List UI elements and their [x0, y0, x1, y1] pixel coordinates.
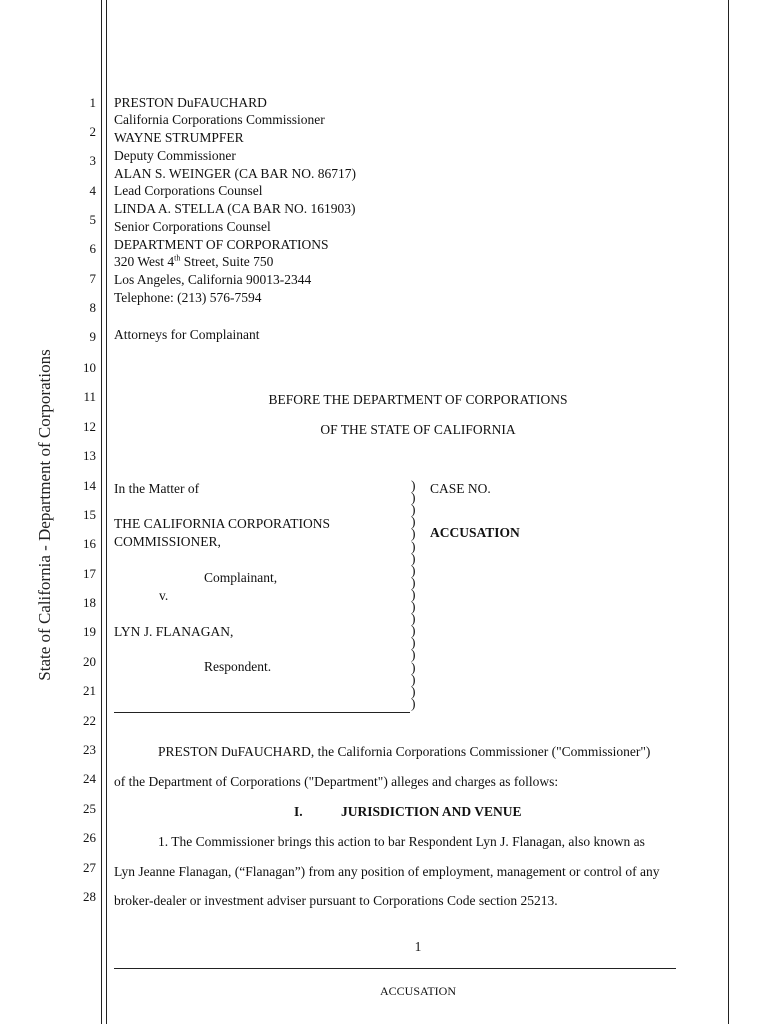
line-number: 22	[83, 713, 96, 728]
caption-paren: )	[411, 502, 416, 518]
caption-paren: )	[411, 623, 416, 639]
caption-versus: v.	[159, 588, 169, 603]
line-number: 15	[83, 507, 96, 522]
caption-paren: )	[411, 478, 416, 493]
line-number: 9	[89, 329, 96, 344]
page-number: 1	[414, 939, 422, 954]
line-number: 13	[83, 448, 96, 463]
case-number-label: CASE NO.	[430, 481, 491, 496]
caption-paren: )	[411, 683, 416, 699]
caption-respondent: Respondent.	[204, 659, 272, 674]
caption-underline	[114, 712, 410, 713]
caption-paren: )	[411, 647, 416, 663]
line-number: 6	[89, 241, 96, 256]
header-line-8: Senior Corporations Counsel	[114, 219, 271, 234]
caption-paren: )	[411, 671, 416, 687]
paragraph-1-line-1: 1. The Commissioner brings this action to bar Respondent Lyn J. Flanagan, also known as	[158, 834, 645, 849]
line-number: 28	[83, 889, 96, 904]
line-number: 26	[83, 830, 96, 845]
header-line-2: California Corporations Commissioner	[114, 112, 325, 127]
header-line-6: Lead Corporations Counsel	[114, 183, 263, 198]
line-number: 23	[83, 742, 96, 757]
line-number: 4	[89, 183, 96, 198]
left-margin-rule-outer	[101, 0, 102, 1024]
caption-paren: )	[411, 526, 416, 542]
caption-paren: )	[411, 659, 416, 675]
line-number: 25	[83, 801, 96, 816]
line-number: 10	[83, 360, 96, 375]
header-street: 320 West 4th Street, Suite 750	[114, 253, 274, 269]
line-number: 8	[89, 300, 96, 315]
header-line-5: ALAN S. WEINGER (CA BAR NO. 86717)	[114, 166, 356, 181]
right-margin-rule	[728, 0, 729, 1024]
section-title: JURISDICTION AND VENUE	[341, 804, 522, 819]
document-type: ACCUSATION	[430, 525, 520, 540]
line-number: 24	[83, 771, 96, 786]
line-number: 19	[83, 624, 96, 639]
line-number: 21	[83, 683, 96, 698]
caption-paren: )	[411, 635, 416, 651]
caption-party2: LYN J. FLANAGAN,	[114, 624, 234, 639]
footer-title: ACCUSATION	[379, 984, 456, 998]
caption-paren: )	[411, 586, 416, 602]
caption-party1-line1: THE CALIFORNIA CORPORATIONS	[114, 516, 331, 531]
caption-paren: )	[411, 538, 416, 554]
footer-rule	[114, 968, 676, 969]
caption-paren: )	[411, 599, 416, 614]
line-number: 2	[89, 124, 96, 139]
tribunal-line-1: BEFORE THE DEPARTMENT OF CORPORATIONS	[268, 392, 568, 407]
line-number: 17	[83, 566, 96, 581]
line-number: 7	[89, 271, 96, 286]
header-city: Los Angeles, California 90013-2344	[114, 272, 312, 287]
line-number: 16	[83, 536, 96, 551]
caption-paren: )	[411, 514, 416, 530]
line-number: 12	[83, 419, 96, 434]
caption-complainant: Complainant,	[204, 570, 278, 585]
header-line-3: WAYNE STRUMPFER	[114, 130, 244, 145]
line-number: 18	[83, 595, 96, 610]
caption-paren: )	[411, 550, 416, 566]
attorneys-line: Attorneys for Complainant	[114, 327, 260, 342]
caption-matter: In the Matter of	[114, 481, 200, 496]
line-number: 27	[83, 860, 96, 875]
line-number: 20	[83, 654, 96, 669]
line-number: 5	[89, 212, 96, 227]
paragraph-1-line-3: broker-dealer or investment adviser pursuant to Corporations Code section 25213.	[114, 893, 558, 908]
paragraph-1-line-2: Lyn Jeanne Flanagan, (“Flanagan”) from any position of employment, management or control of any	[114, 864, 660, 879]
caption-paren: )	[411, 611, 416, 627]
line-number: 11	[83, 389, 96, 404]
header-telephone: Telephone: (213) 576-7594	[114, 290, 262, 305]
caption-paren: )	[411, 574, 416, 590]
tribunal-line-2: OF THE STATE OF CALIFORNIA	[320, 422, 516, 437]
header-line-9: DEPARTMENT OF CORPORATIONS	[114, 237, 329, 252]
caption-party1-line2: COMMISSIONER,	[114, 534, 221, 549]
section-number: I.	[294, 804, 303, 819]
left-margin-rule-inner	[106, 0, 107, 1024]
header-line-1: PRESTON DuFAUCHARD	[114, 95, 267, 110]
caption-paren: )	[411, 695, 416, 711]
side-label: State of California - Department of Corporations	[35, 349, 54, 681]
line-number: 3	[89, 153, 96, 168]
intro-line-1: PRESTON DuFAUCHARD, the California Corporations Commissioner ("Commissioner")	[158, 744, 651, 759]
header-line-4: Deputy Commissioner	[114, 148, 236, 163]
caption-paren: )	[411, 562, 416, 578]
line-number: 1	[89, 95, 96, 110]
line-number: 14	[83, 478, 96, 493]
header-line-7: LINDA A. STELLA (CA BAR NO. 161903)	[114, 201, 356, 216]
intro-line-2: of the Department of Corporations ("Department") alleges and charges as follows:	[114, 774, 559, 789]
caption-paren: )	[411, 490, 416, 506]
